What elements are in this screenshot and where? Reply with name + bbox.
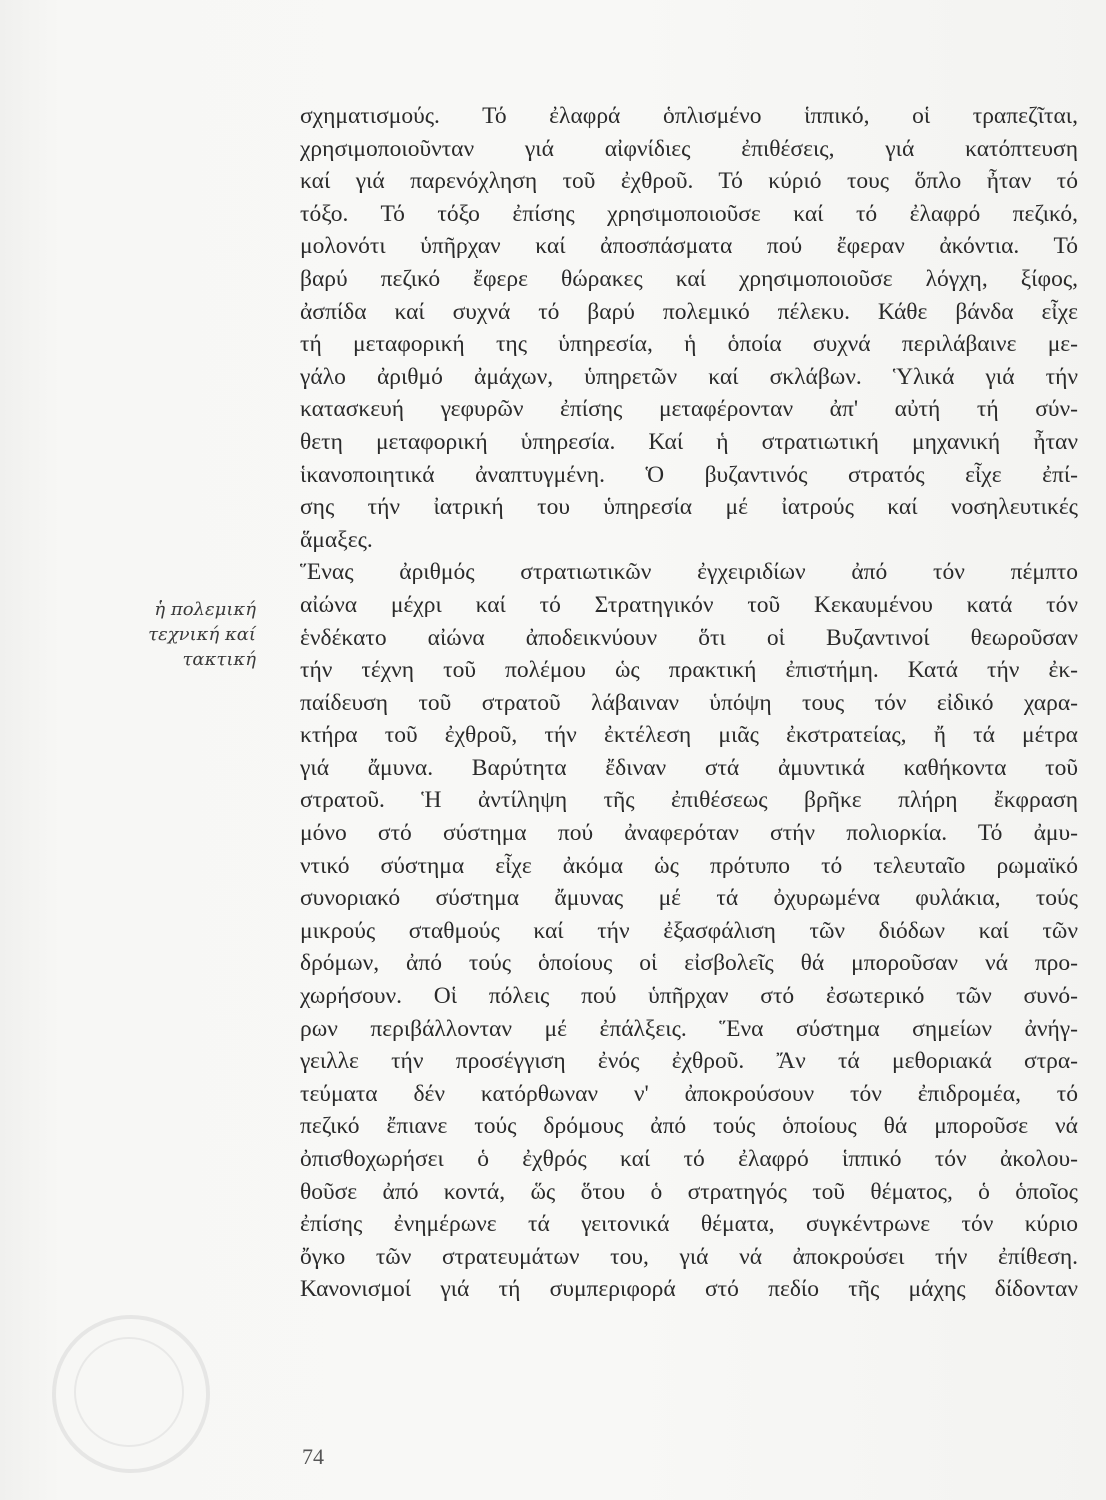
show-through-stamp [52,1315,210,1473]
margin-note-line: ἡ πολεμική [154,599,256,620]
text-line: χωρήσουν. Οἱ πόλεις πού ὑπῆρχαν στό ἐσωτερικό τῶν συνό- [300,983,1078,1010]
text-line: βαρύ πεζικό ἔφερε θώρακες καί χρησιμοποιοῦσε λόγχη, ξίφος, [300,265,1078,292]
text-line: ντικό σύστημα εἶχε ἀκόμα ὡς πρότυπο τό τελευταῖο ρωμαϊκό [300,852,1078,879]
text-line: Ἕνας ἀριθμός στρατιωτικῶν ἐγχειριδίων ἀπό τόν πέμπτο [300,559,1078,586]
text-line: κτήρα τοῦ ἐχθροῦ, τήν ἐκτέλεση μιᾶς ἐκστρατείας, ἤ τά μέτρα [300,722,1078,749]
text-line: ὀπισθοχωρήσει ὁ ἐχθρός καί τό ἐλαφρό ἱππικό τόν ἀκολου- [300,1146,1078,1172]
text-line: μόνο στό σύστημα πού ἀναφερόταν στήν πολιορκία. Τό ἀμυ- [300,820,1078,847]
text-line: χρησιμοποιοῦνταν γιά αἰφνίδιες ἐπιθέσεις, γιά κατόπτευση [300,135,1078,162]
text-line: ἱκανοποιητικά ἀναπτυγμένη. Ὁ βυζαντινός στρατός εἶχε ἐπί- [300,461,1078,488]
text-line: τεύματα δέν κατόρθωναν ν' ἀποκρούσουν τόν ἐπιδρομέα, τό [300,1080,1078,1107]
text-line: θοῦσε ἀπό κοντά, ὥς ὅτου ὁ στρατηγός τοῦ θέματος, ὁ ὁποῖος [300,1178,1078,1205]
text-line: πεζικό ἔπιανε τούς δρόμους ἀπό τούς ὁποίους θά μποροῦσε νά [300,1113,1078,1140]
text-line: ἑνδέκατο αἰώνα ἀποδεικνύουν ὅτι οἱ Βυζαντινοί θεωροῦσαν [300,624,1078,651]
text-line: στρατοῦ. Ἡ ἀντίληψη τῆς ἐπιθέσεως βρῆκε πλήρη ἔκφραση [300,787,1078,814]
text-line: Κανονισμοί γιά τή συμπεριφορά στό πεδίο τῆς μάχης δίδονταν [300,1276,1078,1303]
text-line: μολονότι ὑπῆρχαν καί ἀποσπάσματα πού ἔφεραν ἀκόντια. Τό [300,233,1078,260]
text-line: ἀσπίδα καί συχνά τό βαρύ πολεμικό πέλεκυ. Κάθε βάνδα εἶχε [300,298,1078,325]
margin-note-line: τεχνική καί [148,624,256,645]
text-line: τή μεταφορική της ὑπηρεσία, ἡ ὁποία συχνά περιλάβαινε με- [300,331,1078,358]
text-line: καί γιά παρενόχληση τοῦ ἐχθροῦ. Τό κύριό τους ὅπλο ἦταν τό [300,168,1078,195]
text-line: σχηματισμούς. Τό ἐλαφρά ὁπλισμένο ἱππικό, οἱ τραπεζῖται, [300,103,1078,129]
text-line: αἰώνα μέχρι καί τό Στρατηγικόν τοῦ Κεκαυμένου κατά τόν [300,591,1078,618]
text-line: γάλο ἀριθμό ἀμάχων, ὑπηρετῶν καί σκλάβων. Ὑλικά γιά τήν [300,363,1078,390]
body-text [300,100,1078,1306]
text-line: κατασκευή γεφυρῶν ἐπίσης μεταφέρονταν ἀπ' αὐτή τή σύν- [300,396,1078,423]
text-line: τήν τέχνη τοῦ πολέμου ὡς πρακτική ἐπιστήμη. Κατά τήν ἐκ- [300,657,1078,684]
text-line: δρόμων, ἀπό τούς ὁποίους οἱ εἰσβολεῖς θά μποροῦσαν νά προ- [300,950,1078,977]
text-line: ἐπίσης ἐνημέρωνε τά γειτονικά θέματα, συγκέντρωνε τόν κύριο [300,1211,1078,1238]
text-line: γιά ἄμυνα. Βαρύτητα ἔδιναν στά ἀμυντικά καθήκοντα τοῦ [300,754,1078,781]
text-line: ρων περιβάλλονταν μέ ἐπάλξεις. Ἕνα σύστημα σημείων ἀνήγ- [300,1015,1078,1042]
text-line: ὄγκο τῶν στρατευμάτων του, γιά νά ἀποκρούσει τήν ἐπίθεση. [300,1243,1078,1270]
text-line: τόξο. Τό τόξο ἐπίσης χρησιμοποιοῦσε καί τό ἐλαφρό πεζικό, [300,200,1078,227]
text-line: σης τήν ἰατρική του ὑπηρεσία μέ ἰατρούς καί νοσηλευτικές [300,494,1078,521]
text-line: συνοριακό σύστημα ἄμυνας μέ τά ὀχυρωμένα φυλάκια, τούς [300,885,1078,912]
text-line: γειλλε τήν προσέγγιση ἐνός ἐχθροῦ. Ἄν τά μεθοριακά στρα- [300,1048,1078,1075]
margin-note-line: τακτική [182,649,256,670]
margin-note [128,597,256,672]
text-line: ἅμαξες. [300,526,373,553]
page-number: 74 [302,1444,324,1469]
text-line: παίδευση τοῦ στρατοῦ λάβαιναν ὑπόψη τους τόν εἰδικό χαρα- [300,689,1078,716]
text-line: μικρούς σταθμούς καί τήν ἐξασφάλιση τῶν διόδων καί τῶν [300,917,1078,944]
text-line: θετη μεταφορική ὑπηρεσία. Καί ἡ στρατιωτική μηχανική ἦταν [300,428,1078,455]
